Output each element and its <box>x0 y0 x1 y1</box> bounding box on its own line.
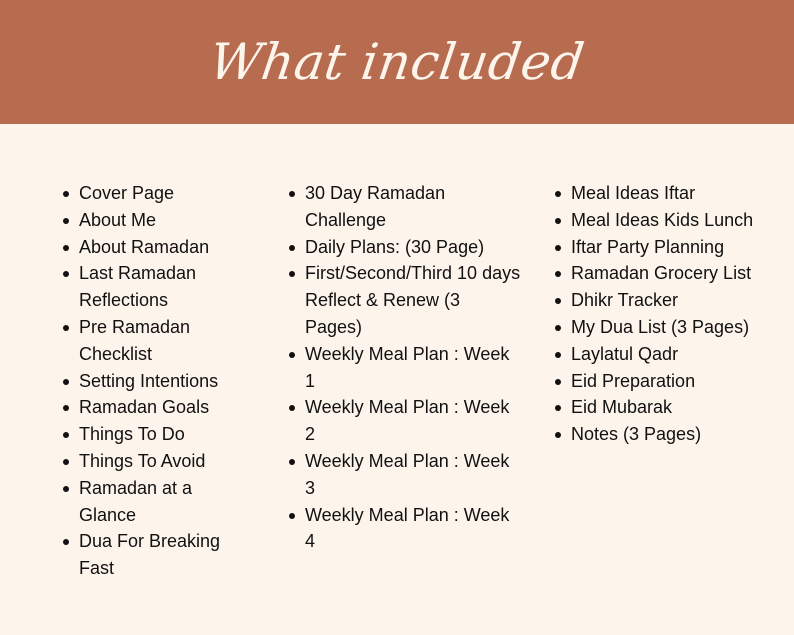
list-item: Things To Avoid <box>63 448 253 475</box>
list-item: Iftar Party Planning <box>555 234 791 261</box>
list-item: Dhikr Tracker <box>555 287 791 314</box>
included-list-column-3 <box>555 180 791 448</box>
list-item: About Ramadan <box>63 234 253 261</box>
list-item: Eid Preparation <box>555 368 791 395</box>
list-item: Pre Ramadan Checklist <box>63 314 253 368</box>
list-item: Dua For Breaking Fast <box>63 528 253 582</box>
list-item: First/Second/Third 10 days Reflect & Renew (3 Pages) <box>289 260 521 340</box>
included-list-column-1 <box>63 180 253 582</box>
list-item: Weekly Meal Plan : Week 1 <box>289 341 521 395</box>
page-title: What included <box>205 33 589 91</box>
list-item: Daily Plans: (30 Page) <box>289 234 521 261</box>
list-item: Cover Page <box>63 180 253 207</box>
list-item: About Me <box>63 207 253 234</box>
list-item: Ramadan Grocery List <box>555 260 791 287</box>
list-item: My Dua List (3 Pages) <box>555 314 791 341</box>
list-item: Setting Intentions <box>63 368 253 395</box>
list-item: 30 Day Ramadan Challenge <box>289 180 521 234</box>
list-item: Things To Do <box>63 421 253 448</box>
list-item: Notes (3 Pages) <box>555 421 791 448</box>
list-item: Weekly Meal Plan : Week 4 <box>289 502 521 556</box>
list-item: Eid Mubarak <box>555 394 791 421</box>
list-item: Ramadan Goals <box>63 394 253 421</box>
list-item: Ramadan at a Glance <box>63 475 253 529</box>
list-item: Meal Ideas Kids Lunch <box>555 207 791 234</box>
list-item: Last Ramadan Reflections <box>63 260 253 314</box>
included-list-column-2 <box>289 180 521 555</box>
list-item: Laylatul Qadr <box>555 341 791 368</box>
list-item: Weekly Meal Plan : Week 2 <box>289 394 521 448</box>
list-item: Meal Ideas Iftar <box>555 180 791 207</box>
header-banner <box>0 0 794 124</box>
list-item: Weekly Meal Plan : Week 3 <box>289 448 521 502</box>
